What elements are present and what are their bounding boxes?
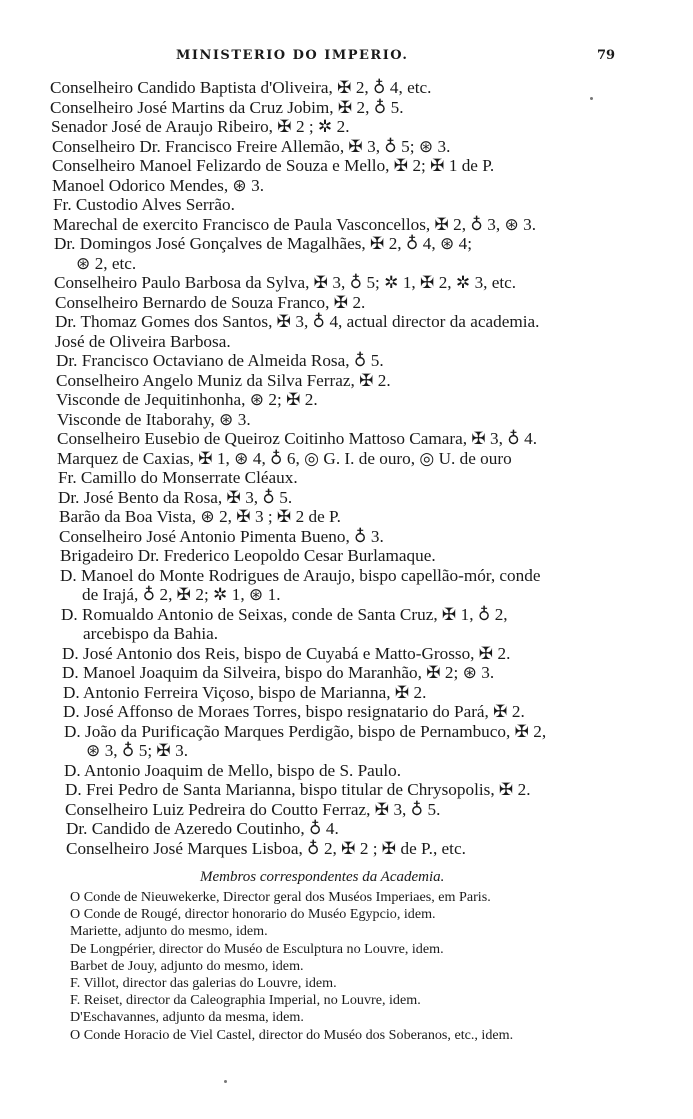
list-item: Conselheiro Paulo Barbosa da Sylva, ✠ 3, ♁ 5; ✲ 1, ✠ 2, ✲ 3, etc. <box>54 273 517 292</box>
list-item: Dr. Thomaz Gomes dos Santos, ✠ 3, ♁ 4, actual director da academia. <box>55 312 540 331</box>
list-item: Conselheiro José Antonio Pimenta Bueno, ♁ 3. <box>59 526 384 546</box>
list-item: Fr. Custodio Alves Serrão. <box>53 195 235 214</box>
list-item: Visconde de Itaborahy, ⊛ 3. <box>57 409 251 429</box>
list-item: Visconde de Jequitinhonha, ⊛ 2; ✠ 2. <box>56 390 318 409</box>
running-title: MINISTERIO DO IMPERIO. <box>176 48 409 63</box>
list-item: D'Eschavannes, adjunto da mesma, idem. <box>70 1009 304 1026</box>
list-item: D. João da Purificação Marques Perdigão, bispo de Pernambuco, ✠ 2, ⊛ 3, ♁ 5; ✠ 3. <box>64 722 654 761</box>
list-item: De Longpérier, director do Muséo de Esculptura no Louvre, idem. <box>70 940 444 957</box>
list-item: Mariette, adjunto do mesmo, idem. <box>70 923 268 940</box>
list-item: D. Frei Pedro de Santa Marianna, bispo titular de Chrysopolis, ✠ 2. <box>65 780 531 799</box>
list-item: O Conde de Rougé, director honorario do Muséo Egypcio, idem. <box>70 906 436 923</box>
list-item: Barão da Boa Vista, ⊛ 2, ✠ 3 ; ✠ 2 de P. <box>59 507 341 526</box>
list-item: Brigadeiro Dr. Frederico Leopoldo Cesar Burlamaque. <box>60 546 436 565</box>
list-item-continuation: ⊛ 3, ♁ 5; ✠ 3. <box>86 741 189 760</box>
page-header <box>0 48 693 68</box>
list-item: Conselheiro Eusebio de Queiroz Coitinho Mattoso Camara, ✠ 3, ♁ 4. <box>57 429 537 448</box>
page-number: 79 <box>597 48 616 63</box>
list-item: Conselheiro José Marques Lisboa, ♁ 2, ✠ 2 ; ✠ de P., etc. <box>66 838 466 858</box>
list-item: D. Romualdo Antonio de Seixas, conde de Santa Cruz, ✠ 1, ♁ 2, arcebispo da Bahia. <box>61 605 651 644</box>
list-item: O Conde de Nieuwekerke, Director geral dos Muséos Imperiaes, em Paris. <box>70 889 491 905</box>
list-item: Conselheiro José Martins da Cruz Jobim, ✠ 2, ♁ 5. <box>50 97 404 117</box>
list-item: Marquez de Caxias, ✠ 1, ⊛ 4, ♁ 6, ◎ G. I. de ouro, ◎ U. de ouro <box>57 448 512 468</box>
section-subheading: Membros correspondentes da Academia. <box>200 869 445 885</box>
list-item: D. Antonio Ferreira Viçoso, bispo de Marianna, ✠ 2. <box>63 682 427 702</box>
print-speck <box>590 97 593 100</box>
list-item: Dr. Domingos José Gonçalves de Magalhães, ✠ 2, ♁ 4, ⊛ 4; ⊛ 2, etc. <box>54 234 644 273</box>
list-item: Dr. Candido de Azeredo Coutinho, ♁ 4. <box>66 819 339 838</box>
list-item: Dr. José Bento da Rosa, ✠ 3, ♁ 5. <box>58 487 293 507</box>
list-item: Marechal de exercito Francisco de Paula Vasconcellos, ✠ 2, ♁ 3, ⊛ 3. <box>53 214 537 234</box>
list-item: Conselheiro Candido Baptista d'Oliveira, ✠ 2, ♁ 4, etc. <box>50 78 432 97</box>
print-speck <box>224 1080 227 1083</box>
list-item: Barbet de Jouy, adjunto do mesmo, idem. <box>70 957 304 974</box>
academy-members-list <box>50 78 640 858</box>
list-item: Fr. Camillo do Monserrate Cléaux. <box>58 468 298 487</box>
list-item: Conselheiro Manoel Felizardo de Souza e Mello, ✠ 2; ✠ 1 de P. <box>52 156 495 175</box>
list-item-continuation: arcebispo da Bahia. <box>83 624 219 643</box>
list-item: Conselheiro Dr. Francisco Freire Allemão, ✠ 3, ♁ 5; ⊛ 3. <box>52 136 451 156</box>
list-item: F. Reiset, director da Caleographia Imperial, no Louvre, idem. <box>70 992 421 1009</box>
list-item: F. Villot, director das galerias do Louvre, idem. <box>70 975 337 992</box>
list-item: O Conde Horacio de Viel Castel, director do Muséo dos Soberanos, etc., idem. <box>70 1026 514 1043</box>
list-item: Manoel Odorico Mendes, ⊛ 3. <box>52 175 265 195</box>
list-item: D. José Affonso de Moraes Torres, bispo resignatario do Pará, ✠ 2. <box>63 702 525 721</box>
list-item: Conselheiro Angelo Muniz da Silva Ferraz, ✠ 2. <box>56 370 391 390</box>
list-item-continuation: ⊛ 2, etc. <box>76 253 137 273</box>
list-item-continuation: de Irajá, ♁ 2, ✠ 2; ✲ 1, ⊛ 1. <box>82 585 281 604</box>
list-item: D. Manoel do Monte Rodrigues de Araujo, bispo capellão-mór, conde de Irajá, ♁ 2, ✠ 2; ✲ 1, ⊛ 1. <box>60 566 650 605</box>
list-item: José de Oliveira Barbosa. <box>55 331 231 351</box>
list-item: D. José Antonio dos Reis, bispo de Cuyabá e Matto-Grosso, ✠ 2. <box>62 643 511 663</box>
list-item: D. Antonio Joaquim de Mello, bispo de S. Paulo. <box>64 760 402 780</box>
corresponding-members-list <box>70 889 630 1044</box>
list-item: D. Manoel Joaquim da Silveira, bispo do Maranhão, ✠ 2; ⊛ 3. <box>62 663 495 682</box>
list-item: Dr. Francisco Octaviano de Almeida Rosa, ♁ 5. <box>56 351 384 370</box>
list-item: Conselheiro Luiz Pedreira do Coutto Ferraz, ✠ 3, ♁ 5. <box>65 799 441 819</box>
list-item: Conselheiro Bernardo de Souza Franco, ✠ 2. <box>55 292 366 312</box>
list-item: Senador José de Araujo Ribeiro, ✠ 2 ; ✲ 2. <box>51 117 350 136</box>
